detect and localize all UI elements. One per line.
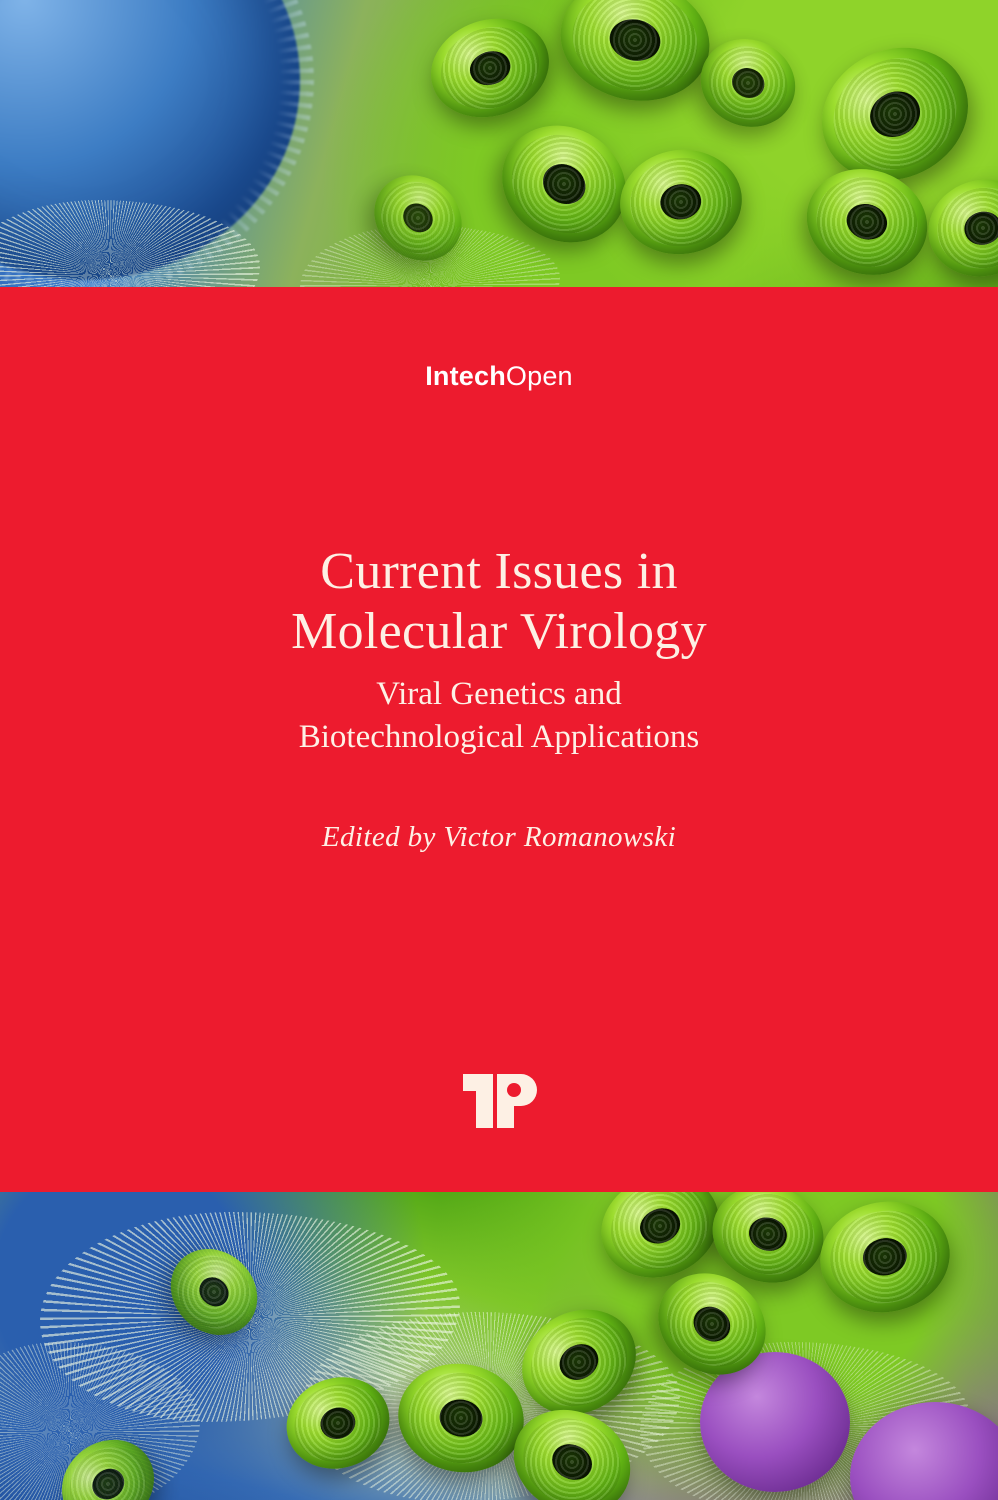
book-subtitle-line-2: Biotechnological Applications	[298, 718, 700, 755]
intechopen-logo-icon	[457, 1070, 541, 1132]
publisher-brand	[0, 361, 998, 392]
book-title-line-2: Molecular Virology	[291, 603, 707, 661]
editor-credit: Edited by Victor Romanowski	[321, 821, 677, 853]
publisher-name-light: Open	[505, 361, 573, 391]
publisher-name-bold: Intech	[425, 361, 506, 391]
cover-artwork-bottom	[0, 1192, 998, 1500]
cover-artwork-top	[0, 0, 998, 300]
book-subtitle-line-1: Viral Genetics and	[376, 675, 622, 712]
cover-red-panel	[0, 287, 998, 1195]
book-title-line-1: Current Issues in	[320, 543, 678, 600]
book-title-block	[0, 542, 998, 758]
